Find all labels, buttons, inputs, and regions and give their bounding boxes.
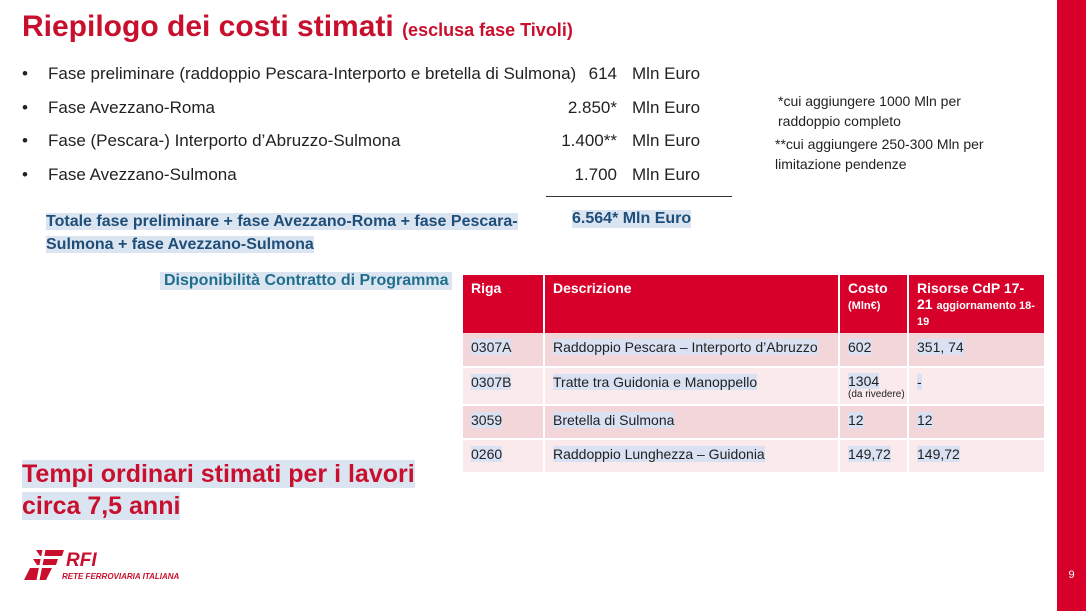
footnote-2: **cui aggiungere 250-300 Mln per limitazione pendenze	[775, 136, 984, 172]
cell-risorse-text: 12	[917, 412, 933, 428]
cell-costo-text: 149,72	[848, 446, 891, 462]
cell-descrizione	[544, 439, 839, 473]
cell-riga-text: 0307A	[471, 339, 512, 355]
cost-item-label: Fase Avezzano-Sulmona	[48, 165, 237, 184]
cell-risorse	[908, 367, 1045, 405]
header-costo-label: Costo	[848, 280, 888, 296]
bullet-icon: •	[22, 64, 28, 83]
sum-divider	[546, 196, 732, 197]
header-costo-unit: (Mln€)	[848, 300, 881, 312]
disponibilita-title: Disponibilità Contratto di Programma	[160, 272, 452, 290]
cell-descrizione-text: Raddoppio Lunghezza – Guidonia	[553, 446, 765, 462]
cost-item	[22, 131, 712, 159]
cost-item-unit: Mln Euro	[632, 64, 701, 83]
table-row	[463, 333, 1045, 367]
table-row	[463, 405, 1045, 439]
total-label-text: Totale fase preliminare + fase Avezzano-Roma + fase Pescara-Sulmona + fase Avezzano-Sulmona	[46, 213, 518, 253]
cost-item	[22, 64, 712, 92]
header-risorse-label: Risorse CdP 17-21	[917, 280, 1025, 312]
rfi-logo-icon	[22, 548, 66, 582]
rfi-logo-name: RFI	[66, 550, 97, 571]
cell-costo-text: 602	[848, 339, 872, 355]
cell-riga-text: 3059	[471, 412, 503, 428]
total-amount: 6.564* Mln Euro	[572, 210, 692, 227]
cost-item	[22, 165, 712, 193]
header-risorse	[908, 275, 1045, 333]
rfi-logo	[22, 548, 192, 588]
total-label	[46, 210, 526, 256]
table-row	[463, 439, 1045, 473]
title-main: Riepilogo dei costi stimati	[22, 10, 394, 43]
cell-costo	[839, 367, 908, 405]
cell-descrizione	[544, 333, 839, 367]
header-descrizione: Descrizione	[544, 275, 839, 333]
cost-item-amount: 2.850*	[567, 98, 617, 117]
tempi-callout	[22, 458, 415, 522]
cell-risorse-text: -	[917, 374, 922, 390]
cell-descrizione	[544, 367, 839, 405]
bullet-icon: •	[22, 131, 28, 150]
cost-item-amount: 1.400**	[561, 131, 617, 150]
cell-costo	[839, 439, 908, 473]
cost-item-label: Fase preliminare (raddoppio Pescara-Interporto e bretella di Sulmona)	[48, 64, 577, 83]
table-row	[463, 367, 1045, 405]
cell-costo-text: 1304	[848, 373, 880, 389]
cdp-table	[463, 275, 1046, 474]
cell-costo	[839, 333, 908, 367]
cell-descrizione	[544, 405, 839, 439]
cell-risorse	[908, 439, 1045, 473]
cell-descrizione-text: Raddoppio Pescara – Interporto d’Abruzzo	[553, 339, 818, 355]
cell-descrizione-text: Tratte tra Guidonia e Manoppello	[553, 374, 758, 390]
cost-item-label: Fase (Pescara-) Interporto d’Abruzzo-Sulmona	[48, 131, 401, 150]
cost-item-label: Fase Avezzano-Roma	[48, 98, 215, 117]
cost-item	[22, 98, 712, 126]
cost-item-unit: Mln Euro	[632, 131, 701, 150]
cell-riga	[463, 367, 544, 405]
side-brand-bar	[1057, 0, 1086, 611]
cell-riga	[463, 405, 544, 439]
cell-riga	[463, 439, 544, 473]
title-subtitle: (esclusa fase Tivoli)	[402, 20, 573, 40]
cost-item-unit: Mln Euro	[632, 165, 701, 184]
cell-riga-text: 0260	[471, 446, 503, 462]
cell-risorse	[908, 333, 1045, 367]
header-costo	[839, 275, 908, 333]
cell-riga-text: 0307B	[471, 374, 512, 390]
cell-risorse	[908, 405, 1045, 439]
page-number: 9	[1068, 569, 1075, 581]
header-riga: Riga	[463, 275, 544, 333]
cell-risorse-text: 351, 74	[917, 339, 964, 355]
tempi-line-1: Tempi ordinari stimati per i lavori	[22, 460, 415, 488]
bullet-icon: •	[22, 98, 28, 117]
cell-costo-note: (da rivedere)	[848, 389, 905, 400]
table-header-row	[463, 275, 1045, 333]
tempi-line-2: circa 7,5 anni	[22, 492, 181, 520]
cell-costo	[839, 405, 908, 439]
cell-riga	[463, 333, 544, 367]
rfi-logo-fullname: RETE FERROVIARIA ITALIANA	[62, 572, 180, 581]
header-risorse-small: aggiornamento 18-19	[917, 300, 1035, 328]
cell-descrizione-text: Bretella di Sulmona	[553, 412, 675, 428]
cost-item-amount: 1.700	[574, 165, 617, 184]
cost-item-amount: 614	[588, 64, 617, 83]
cell-risorse-text: 149,72	[917, 446, 960, 462]
cost-item-unit: Mln Euro	[632, 98, 701, 117]
page-title	[22, 10, 573, 44]
cell-costo-text: 12	[848, 412, 864, 428]
bullet-icon: •	[22, 165, 28, 184]
footnote-1: *cui aggiungere 1000 Mln per raddoppio completo	[778, 93, 961, 129]
